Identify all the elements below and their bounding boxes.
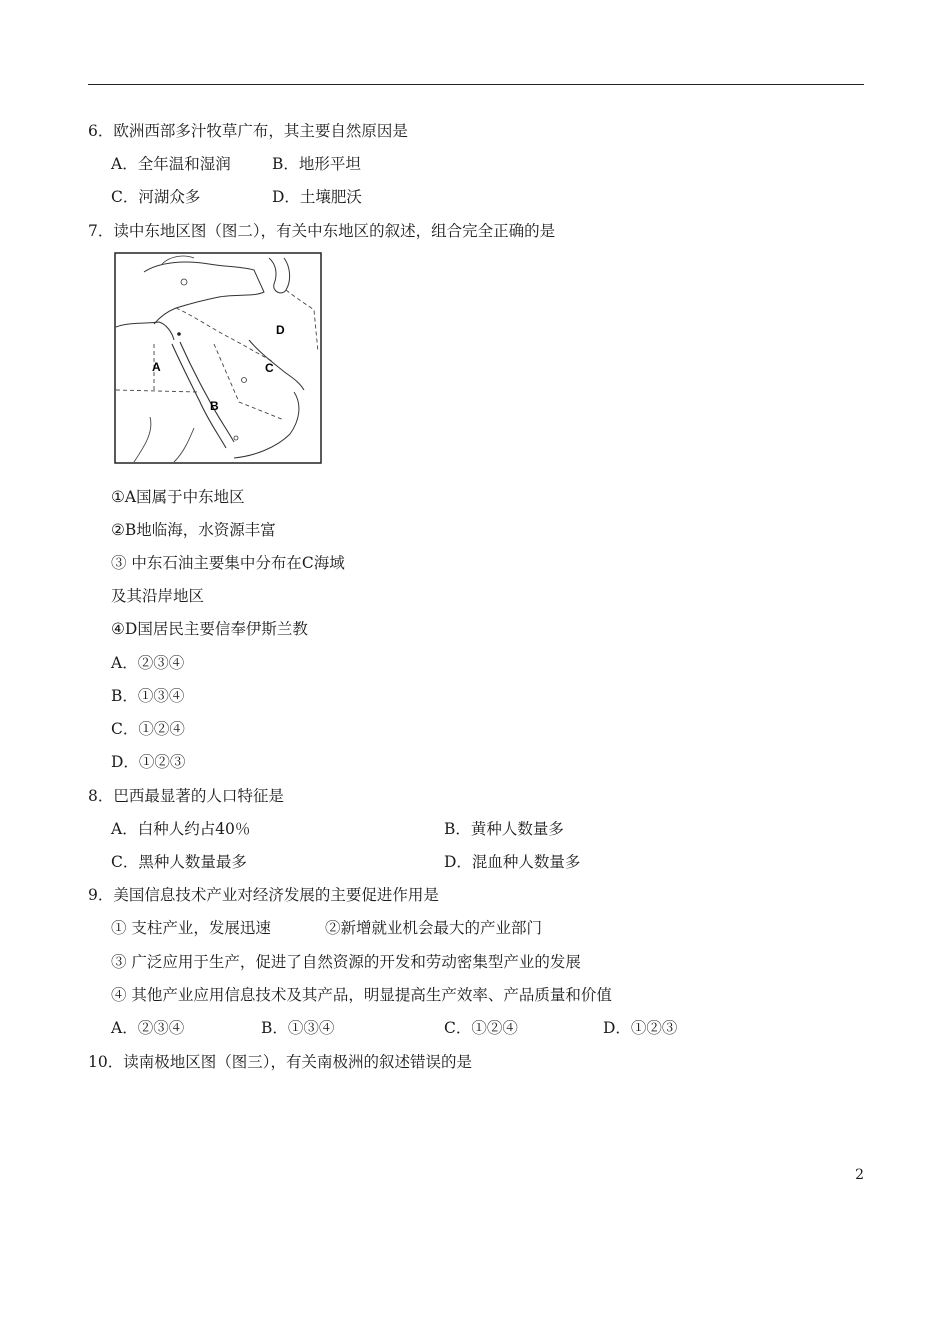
- q7-option-c: C．①②④: [111, 720, 185, 738]
- q7-option-d: D．①②③: [111, 753, 186, 771]
- q8-option-a: A．白种人约占40％: [111, 820, 251, 838]
- q6-stem: 6．欧洲西部多汁牧草广布，其主要自然原因是: [88, 122, 408, 140]
- q9-statement-4: ④ 其他产业应用信息技术及其产品，明显提高生产效率、产品质量和价值: [111, 986, 612, 1004]
- header-rule: [88, 84, 864, 85]
- q9-statement-2: ②新增就业机会最大的产业部门: [325, 919, 543, 937]
- q8-option-c: C．黑种人数量最多: [111, 853, 247, 871]
- middle-east-map: [114, 252, 322, 464]
- map-label-d: D: [276, 323, 285, 337]
- map-label-a: A: [152, 360, 161, 374]
- q9-option-a: A．②③④: [111, 1019, 185, 1037]
- q7-option-a: A．②③④: [111, 654, 185, 672]
- q10-stem: 10．读南极地区图（图三），有关南极洲的叙述错误的是: [88, 1053, 472, 1071]
- map-label-c: C: [265, 361, 274, 375]
- q8-stem: 8．巴西最显著的人口特征是: [88, 787, 284, 805]
- q7-statement-3-cont: 及其沿岸地区: [111, 587, 205, 605]
- q8-option-b: B．黄种人数量多: [444, 820, 564, 838]
- q7-option-b: B．①③④: [111, 687, 185, 705]
- q6-option-a: A．全年温和湿润: [111, 155, 231, 173]
- q9-option-d: D．①②③: [603, 1019, 678, 1037]
- q6-option-d: D．土壤肥沃: [272, 188, 362, 206]
- q7-stem: 7．读中东地区图（图二），有关中东地区的叙述，组合完全正确的是: [88, 222, 556, 240]
- q9-option-c: C．①②④: [444, 1019, 518, 1037]
- q9-option-b: B．①③④: [261, 1019, 335, 1037]
- q8-option-d: D．混血种人数量多: [444, 853, 581, 871]
- q9-stem: 9．美国信息技术产业对经济发展的主要促进作用是: [88, 886, 439, 904]
- q9-statement-1: ① 支柱产业，发展迅速: [111, 919, 271, 937]
- q6-option-c: C．河湖众多: [111, 188, 201, 206]
- page-number: 2: [855, 1167, 864, 1183]
- map-label-b: B: [210, 399, 219, 413]
- q9-statement-3: ③ 广泛应用于生产，促进了自然资源的开发和劳动密集型产业的发展: [111, 953, 581, 971]
- q7-statement-2: ②B地临海，水资源丰富: [111, 521, 276, 539]
- q6-option-b: B．地形平坦: [272, 155, 361, 173]
- q7-statement-3: ③ 中东石油主要集中分布在C海域: [111, 554, 345, 572]
- q7-statement-1: ①A国属于中东地区: [111, 488, 245, 506]
- q7-statement-4: ④D国居民主要信奉伊斯兰教: [111, 620, 308, 638]
